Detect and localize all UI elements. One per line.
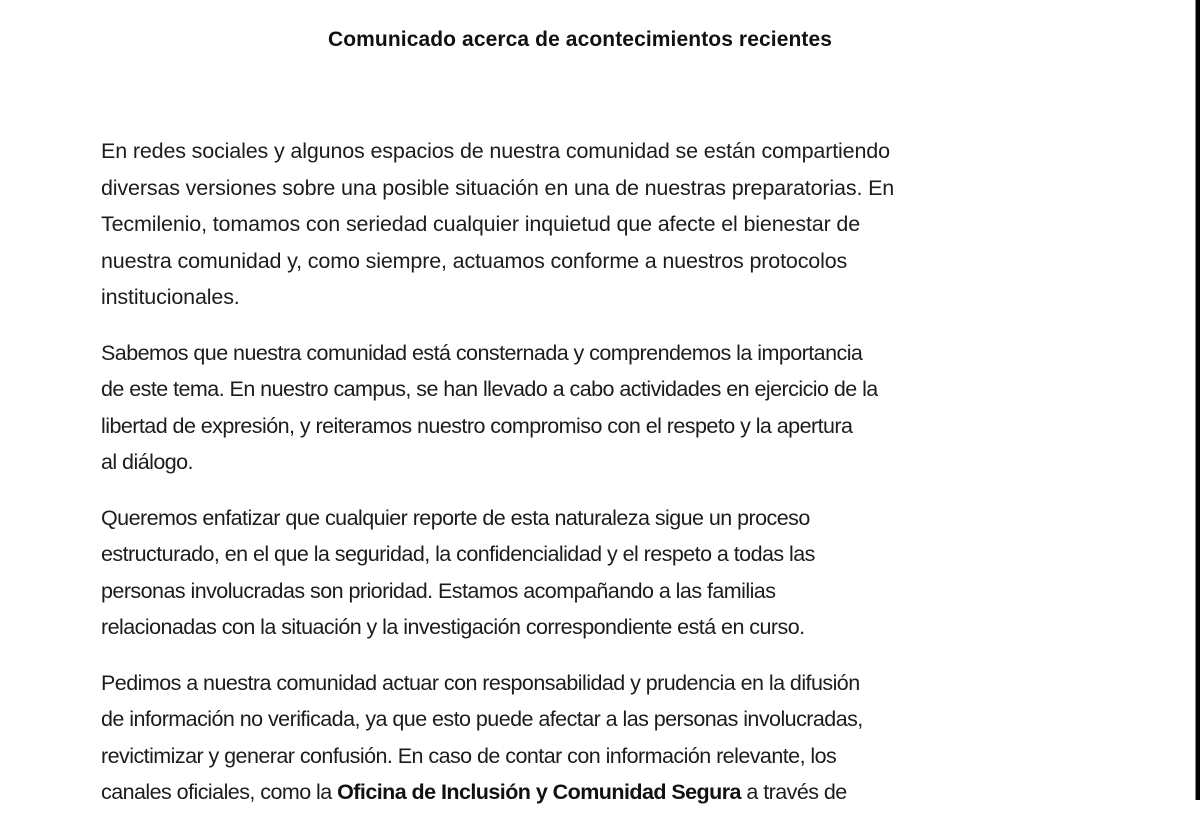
text-line: nuestra comunidad y, como siempre, actuamos conforme a nuestros protocolos (101, 248, 848, 273)
text-segment: a través de (740, 780, 847, 804)
text-line: En redes sociales y algunos espacios de nuestra comunidad se están compartiendo (101, 139, 890, 163)
office-name-emphasis: Oficina de Inclusión y Comunidad Segura (337, 780, 741, 804)
text-line: revictimizar y generar confusión. En caso de contar con información relevante, los (101, 743, 837, 768)
document-body (101, 133, 1076, 830)
text-segment: canales oficiales, como la (101, 780, 338, 804)
page-edge-border (1196, 0, 1200, 800)
document-title: Comunicado acerca de acontecimientos recientes (327, 28, 833, 51)
text-line: Queremos enfatizar que cualquier reporte de esta naturaleza sigue un proceso (101, 505, 810, 530)
text-line: institucionales. (101, 285, 240, 309)
text-line: Sabemos que nuestra comunidad está consternada y comprendemos la importancia (101, 340, 863, 365)
text-line-with-emphasis (101, 774, 1076, 811)
text-line: diversas versiones sobre una posible situación en una de nuestras preparatorias. En (101, 175, 895, 200)
text-line: de este tema. En nuestro campus, se han llevado a cabo actividades en ejercicio de la (101, 377, 878, 401)
paragraph-4 (101, 665, 1076, 811)
text-line: libertad de expresión, y reiteramos nuestro compromiso con el respeto y la apertura (101, 413, 853, 438)
text-line: estructurado, en el que la seguridad, la confidencialidad y el respeto a todas las (101, 542, 815, 566)
paragraph-1 (101, 133, 1076, 316)
text-line: de información no verificada, ya que esto puede afectar a las personas involucradas, (101, 707, 863, 731)
paragraph-3 (101, 500, 1076, 646)
text-line: personas involucradas son prioridad. Estamos acompañando a las familias (101, 578, 776, 603)
text-line: Tecmilenio, tomamos con seriedad cualquier inquietud que afecte el bienestar de (101, 212, 861, 236)
text-line: Pedimos a nuestra comunidad actuar con responsabilidad y prudencia en la difusión (101, 670, 860, 695)
text-line: al diálogo. (101, 450, 193, 474)
paragraph-2 (101, 335, 1076, 481)
text-line: relacionadas con la situación y la investigación correspondiente está en curso. (101, 615, 805, 639)
